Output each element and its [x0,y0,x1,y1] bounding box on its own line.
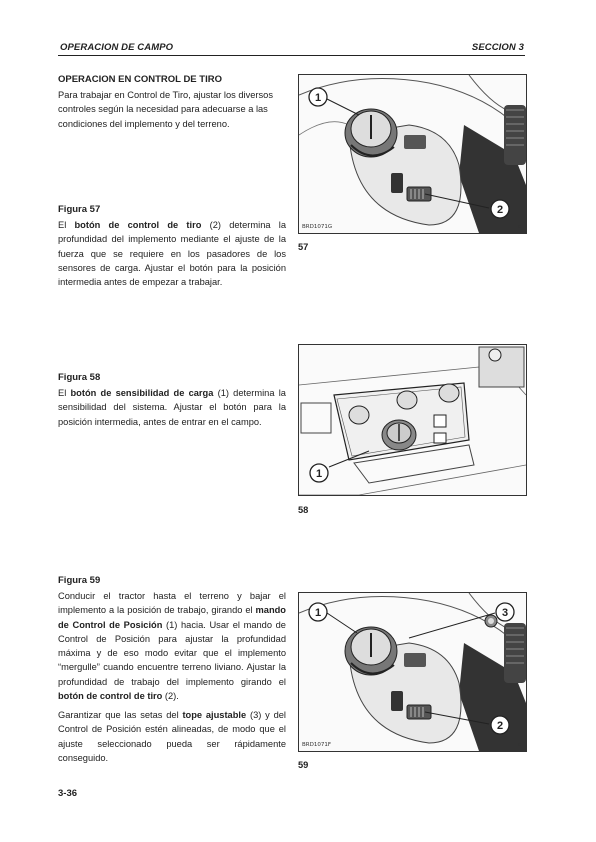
section-intro: Para trabajar en Control de Tiro, ajustar los diversos controles según la necesidad para adecuarse a las condiciones del implemento y del terreno. [58,90,273,129]
callout-2: 2 [496,720,504,732]
figure-59-number: 59 [298,760,309,770]
lever-handle [459,623,526,751]
figure-57-text: El botón de control de tiro (2) determina la profundidad del implemento mediante el ajuste de la fuerza que se requiere en los pasadores de los sensores de carga. Ajustar el botón para la posición intermedia antes de empezar a trabajar. [58,220,286,288]
position-control-knob [345,627,397,675]
figure-58-text: El botón de sensibilidad de carga (1) determina la sensibilidad del sistema. Ajustar el botón para la posición intermedia, antes de entrar en el campo. [58,388,286,427]
section-title: OPERACION EN CONTROL DE TIRO [58,74,222,85]
header-rule [58,55,525,56]
figure-59-image [298,592,527,752]
figure-59-code: BRD1071F [302,742,331,748]
page-number: 3-36 [58,788,78,799]
callout-1: 1 [314,92,322,104]
svg-text:c: c [518,224,522,230]
figure-58-title: Figura 58 [58,372,101,383]
load-sensitivity-knob [382,420,416,450]
callout-3: 3 [501,607,509,619]
figure-59-text-2: Garantizar que las setas del tope ajustable (3) y del Control de Posición estén alineadas, de modo que el ajuste seleccionado pueda ser rápidamente conseguido. [58,710,286,763]
header-right: SECCION 3 [471,42,524,53]
figure-57-code: BRD1071G [302,224,333,230]
figure-58-image [298,344,527,496]
figure-59-text-1: Conducir el tractor hasta el terreno y bajar el implemento a la posición de trabajo, girando el mando de Control de Posición (1) hacia. Usar el mando de Control de Posición para ajustar la profundidad máxima y de eso modo evitar que el implemento “mergulle” cuando encuentre terreno liviano. Ajustar la profundidad de trabajo del implemento girando el botón de control de tiro (2). [58,591,286,702]
callout-1: 1 [314,607,322,619]
callout-2: 2 [496,204,504,216]
figure-59-title: Figura 59 [58,575,101,586]
position-control-knob [345,109,397,157]
figure-57-number: 57 [298,242,309,252]
figure-57-title: Figura 57 [58,204,101,215]
adjustable-stop [485,615,497,627]
header-left: OPERACION DE CAMPO [60,42,174,53]
figure-58-number: 58 [298,505,309,515]
callout-1: 1 [315,468,323,480]
svg-text:c: c [518,742,522,748]
figure-57-image [298,74,527,234]
